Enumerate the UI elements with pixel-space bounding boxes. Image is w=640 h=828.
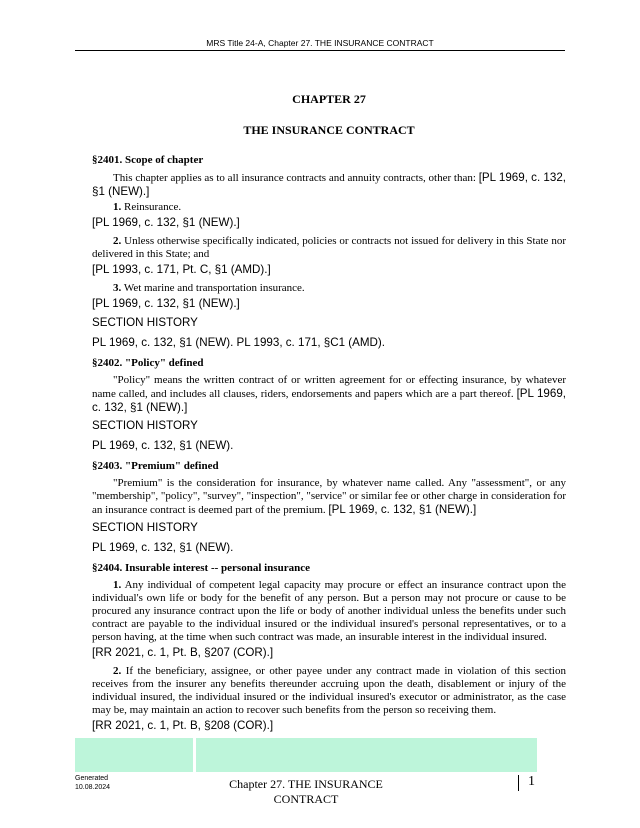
item-text: Reinsurance. [124,201,182,213]
section-2401-item-1 [92,201,566,214]
item-history: [PL 1969, c. 132, §1 (NEW).] [92,216,240,229]
section-2401-intro-text: This chapter applies as to all insurance contracts and annuity contracts, other than: [113,172,476,184]
section-2401-intro [92,171,566,199]
section-2401-history-text: PL 1969, c. 132, §1 (NEW). PL 1993, c. 171, §C1 (AMD). [92,336,385,349]
section-2401-heading: §2401. Scope of chapter [92,154,204,166]
footer-band-left [75,738,193,772]
section-2403-history-text: PL 1969, c. 132, §1 (NEW). [92,541,234,554]
item-history: [PL 1993, c. 171, Pt. C, §1 (AMD).] [92,263,271,276]
item-text: Wet marine and transportation insurance. [123,282,305,294]
section-2404-item-1 [92,579,566,644]
item-text: Any individual of competent legal capacity may procure or effect an insurance contract upon the individual's own life or body for the benefit of any person. But a person may not procure or cause to be procured any insurance contract upon the life or body of another individual unless the benefits under such contract are payable to the individual insured or the individual insured's personal representatives, or to a person having, at the time when such contract was made, an insurable interest in the individual insured. [92,579,566,643]
document-body [92,92,566,738]
generated-stamp [75,774,110,792]
section-2401-item-2 [92,235,566,261]
footer-band [75,738,537,772]
section-2402-text [92,374,566,415]
generated-date: 10.08.2024 [75,784,111,791]
section-2404-item-2 [92,665,566,717]
footer-band-right [196,738,537,772]
section-2402-history-text: PL 1969, c. 132, §1 (NEW). [92,439,234,452]
section-2401-intro-history: [PL 1969, c. 132, §1 (NEW).] [92,171,566,198]
section-2403-text [92,477,566,517]
item-number: 1. [113,579,122,591]
item-history: [RR 2021, c. 1, Pt. B, §208 (COR).] [92,719,274,732]
item-history: [PL 1969, c. 132, §1 (NEW).] [92,297,240,310]
item-number: 2. [113,665,122,677]
section-2402-body: "Policy" means the written contract of or written agreement for or effecting insurance, by whatever name called, and includes all clauses, riders, endorsements and papers which are a part thereof. [92,374,566,400]
section-2401-item-3 [92,282,566,295]
section-2403-history-label: SECTION HISTORY [92,521,198,534]
item-number: 2. [113,235,122,247]
page-number: 1 [528,774,535,789]
chapter-title: THE INSURANCE CONTRACT [243,123,415,137]
chapter-number: CHAPTER 27 [292,92,366,106]
section-2402-history-label: SECTION HISTORY [92,419,198,432]
section-2402-history: [PL 1969, c. 132, §1 (NEW).] [92,387,566,414]
section-2402-heading: §2402. "Policy" defined [92,357,204,369]
running-header: MRS Title 24-A, Chapter 27. THE INSURANCE CONTRACT [75,38,565,51]
item-text: Unless otherwise specifically indicated, policies or contracts not issued for delivery in this State nor delivered in this State; and [92,235,566,260]
item-number: 3. [113,282,122,294]
item-number: 1. [113,201,122,213]
section-2401-history-label: SECTION HISTORY [92,316,198,329]
generated-label: Generated [75,775,109,782]
item-text: If the beneficiary, assignee, or other payee under any contract made in violation of this section receives from the insurer any benefits thereunder accruing upon the death, disablement or injury of the individual insured, the individual insured or the individual insured's executor or administrator, as the case may be, may maintain an action to recover such benefits from the person so receiving them. [92,665,566,716]
section-2403-history: [PL 1969, c. 132, §1 (NEW).] [328,503,477,516]
footer-title: Chapter 27. THE INSURANCE CONTRACT [229,777,383,806]
section-2403-body: "Premium" is the consideration for insurance, by whatever name called. Any "assessment", or any "membership", "policy", "survey", "inspection", "service" or similar fee or other charge in consideration for an insurance contract is deemed part of the premium. [92,477,566,516]
page-number-divider [518,775,519,791]
section-2404-heading: §2404. Insurable interest -- personal insurance [92,562,310,574]
item-history: [RR 2021, c. 1, Pt. B, §207 (COR).] [92,646,274,659]
section-2403-heading: §2403. "Premium" defined [92,460,219,472]
